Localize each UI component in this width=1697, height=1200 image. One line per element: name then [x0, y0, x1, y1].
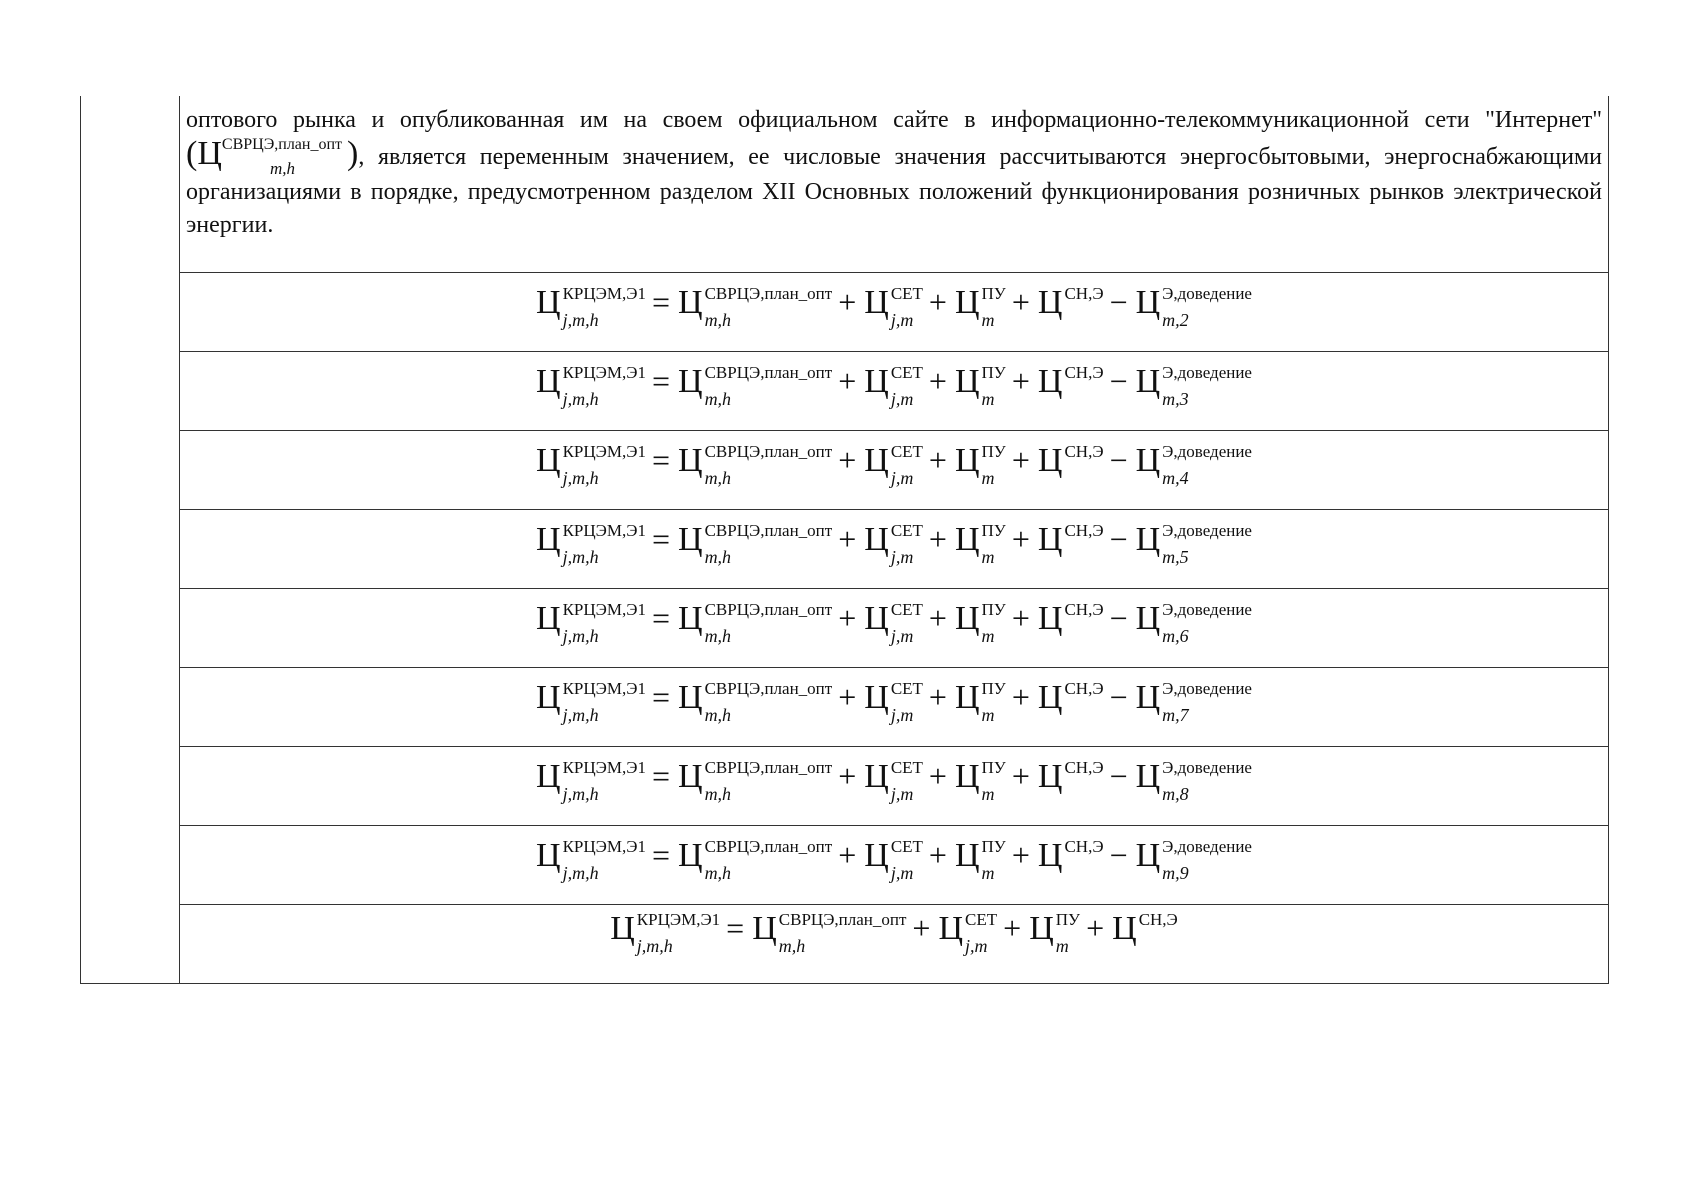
paragraph-text-end: , является переменным значением, ее числовые значения рассчитываются энергосбытовыми, энергоснабжающими организациями в порядке, предусмотренном разделом XII Основных положений функционирования розничных рынков электрической энергии. [186, 144, 1602, 238]
price-symbol: Ц [197, 135, 222, 172]
formula-cell [180, 667, 1609, 746]
formula-cell [180, 509, 1609, 588]
formula-row [81, 667, 1609, 746]
formula-cell [180, 904, 1609, 983]
formula-row-last [81, 904, 1609, 983]
formula: Ц КРЦЭМ,Э1 j,m,h = Ц СВРЦЭ,план_опт m,h + Ц СЕТ j,m + Ц ПУ m + Ц СН,Э − Ц Э,доведение m,8 [536, 757, 1252, 804]
formula-cell [180, 430, 1609, 509]
formula-cell [180, 746, 1609, 825]
explanatory-paragraph: оптового рынка и опубликованная им на своем официальном сайте в информационно-телекоммуникационной сети "Интернет" ($Ц^{СВРЦЭ,план\_опт}_{m,h}$ ), является переменным значением, ее числовые значения рассчитываются энергосбытовыми, энергоснабжающими организациями в порядке, предусмотренном разделом XII Основных положений функционирования розничных рынков электрической энергии. [180, 96, 1609, 272]
formula: Ц КРЦЭМ,Э1 j,m,h = Ц СВРЦЭ,план_опт m,h + Ц СЕТ j,m + Ц ПУ m + Ц СН,Э − Ц Э,доведение m,5 [536, 520, 1252, 567]
formula: Ц КРЦЭМ,Э1 j,m,h = Ц СВРЦЭ,план_опт m,h + Ц СЕТ j,m + Ц ПУ m + Ц СН,Э − Ц Э,доведение m,6 [536, 599, 1252, 646]
formula: Ц КРЦЭМ,Э1 j,m,h = Ц СВРЦЭ,план_опт m,h + Ц СЕТ j,m + Ц ПУ m + Ц СН,Э − Ц Э,доведение m,3 [536, 362, 1252, 409]
formula-row [81, 272, 1609, 351]
formula: Ц КРЦЭМ,Э1 j,m,h = Ц СВРЦЭ,план_опт m,h + Ц СЕТ j,m + Ц ПУ m + Ц СН,Э − Ц Э,доведение m,4 [536, 441, 1252, 488]
left-empty-column [81, 96, 180, 983]
formula-row [81, 825, 1609, 904]
price-symbol-sup: СВРЦЭ,план_опт [221, 136, 343, 153]
formula-cell [180, 272, 1609, 351]
formula-row [81, 588, 1609, 667]
formula-row [81, 430, 1609, 509]
formula-row [81, 746, 1609, 825]
document-table [80, 96, 1609, 984]
text-row [81, 96, 1609, 272]
formula-row [81, 351, 1609, 430]
formula: Ц КРЦЭМ,Э1 j,m,h = Ц СВРЦЭ,план_опт m,h + Ц СЕТ j,m + Ц ПУ m + Ц СН,Э − Ц Э,доведение m,2 [536, 283, 1252, 330]
formula-cell [180, 351, 1609, 430]
paragraph-text-start: оптового рынка и опубликованная им на своем официальном сайте в информационно-телекоммуникационной сети "Интернет" [186, 107, 1602, 133]
formula: Ц КРЦЭМ,Э1 j,m,h = Ц СВРЦЭ,план_опт m,h + Ц СЕТ j,m + Ц ПУ m + Ц СН,Э [610, 909, 1178, 956]
formula-cell [180, 588, 1609, 667]
formula: Ц КРЦЭМ,Э1 j,m,h = Ц СВРЦЭ,план_опт m,h + Ц СЕТ j,m + Ц ПУ m + Ц СН,Э − Ц Э,доведение m,9 [536, 836, 1252, 883]
price-symbol-sub: m,h [270, 159, 296, 178]
formula: Ц КРЦЭМ,Э1 j,m,h = Ц СВРЦЭ,план_опт m,h + Ц СЕТ j,m + Ц ПУ m + Ц СН,Э − Ц Э,доведение m,7 [536, 678, 1252, 725]
formula-row [81, 509, 1609, 588]
formula-cell [180, 825, 1609, 904]
